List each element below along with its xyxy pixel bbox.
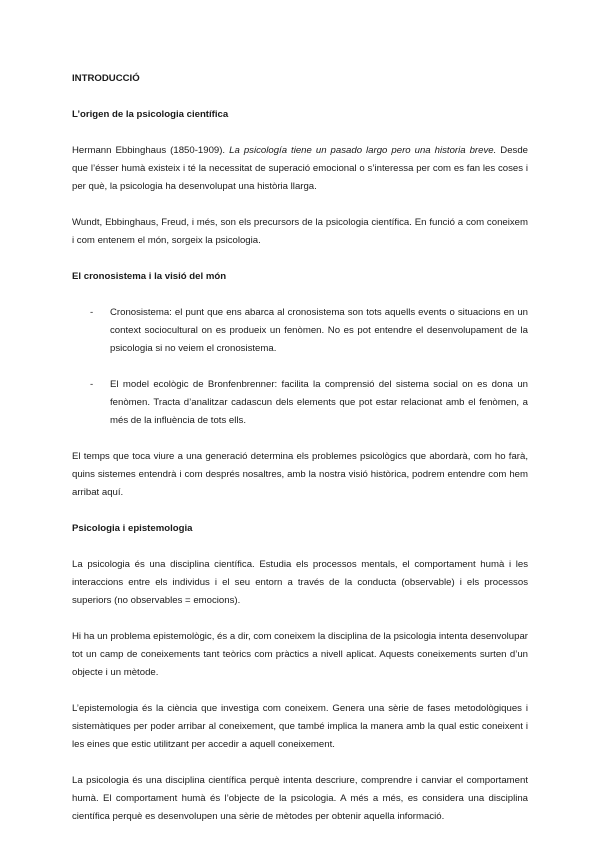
paragraph-epistemologia: L’epistemologia és la ciència que investiga com coneixem. Genera una sèrie de fases metodològiques i sistemàtiques per poder arribar al coneixement, que també implica la manera amb la qual estic coneixent i les eines que estic utilitzant per accedir a aquell coneixement. [72,703,528,750]
paragraph-generacio: El temps que toca viure a una generació determina els problemes psicològics que abordarà, com ho farà, quins sistemes entendrà i com després nosaltres, amb la nostra visió històrica, podrem entendre com hem arribat aquí. [72,451,528,498]
list-item-text: El model ecològic de Bronfenbrenner: facilita la comprensió del sistema social on es dona un fenòmen. Tracta d’analitzar cadascun dels elements que pot estar relacionat amb el fenòmen, a més de la influència de tots ells. [110,379,528,426]
list-item-text: Cronosistema: el punt que ens abarca al cronosistema son tots aquells events o situacions en un context sociocultural on es produeix un fenòmen. No es pot entendre el desenvolupament de la psicologia si no veiem el cronosistema. [110,307,528,354]
list-item: - Cronosistema: el punt que ens abarca al cronosistema son tots aquells events o situacions en un context sociocultural on es produeix un fenòmen. No es pot entendre el desenvolupament de la psicologia si no veiem el cronosistema. [90,307,528,354]
paragraph-disciplina: La psicologia és una disciplina científica. Estudia els processos mentals, el comportament humà i les interaccions entre els individus i el seu entorn a través de la conducta (observable) i els processos superiors (no observables = emocions). [72,559,528,606]
paragraph-precursors: Wundt, Ebbinghaus, Freud, i més, son els precursors de la psicologia científica. En funció a com coneixem i com entenem el món, sorgeix la psicologia. [72,217,528,246]
paragraph-ebbinghaus [72,142,528,196]
list-item: - El model ecològic de Bronfenbrenner: facilita la comprensió del sistema social on es dona un fenòmen. Tracta d’analitzar cadascun dels elements que pot estar relacionat amb el fenòmen, a més de la influència de tots ells. [90,379,528,426]
cronosistema-list [72,304,528,430]
section-heading-origen: L’origen de la psicologia científica [72,109,229,120]
ebbinghaus-quote: La psicología tiene un pasado largo pero una historia breve. [229,145,497,156]
section-heading-epistemologia: Psicologia i epistemologia [72,523,193,534]
paragraph-comportament: La psicologia és una disciplina científica perquè intenta descriure, comprendre i canviar el comportament humà. El comportament humà és l’objecte de la psicologia. A més a més, es considera una disciplina científica perquè es desenvolupen una sèrie de mètodes per obtenir aquella informació. [72,775,528,822]
paragraph-problema: Hi ha un problema epistemològic, és a dir, com coneixem la disciplina de la psicologia intenta desenvolupar tot un camp de coneixements tant teòrics com pràctics a nivell aplicat. Aquests coneixements surten d’un objecte i un mètode. [72,631,528,678]
ebbinghaus-author: Hermann Ebbinghaus (1850-1909). [72,145,226,156]
document-title: INTRODUCCIÓ [72,73,140,84]
section-heading-cronosistema: El cronosistema i la visió del món [72,271,227,282]
ebbinghaus-rest: Desde que l’ésser humà existeix i té la necessitat de superació emocional o s’interessa per com es fan les coses i per què, la psicologia ha desenvolupat una història llarga. [72,145,529,192]
